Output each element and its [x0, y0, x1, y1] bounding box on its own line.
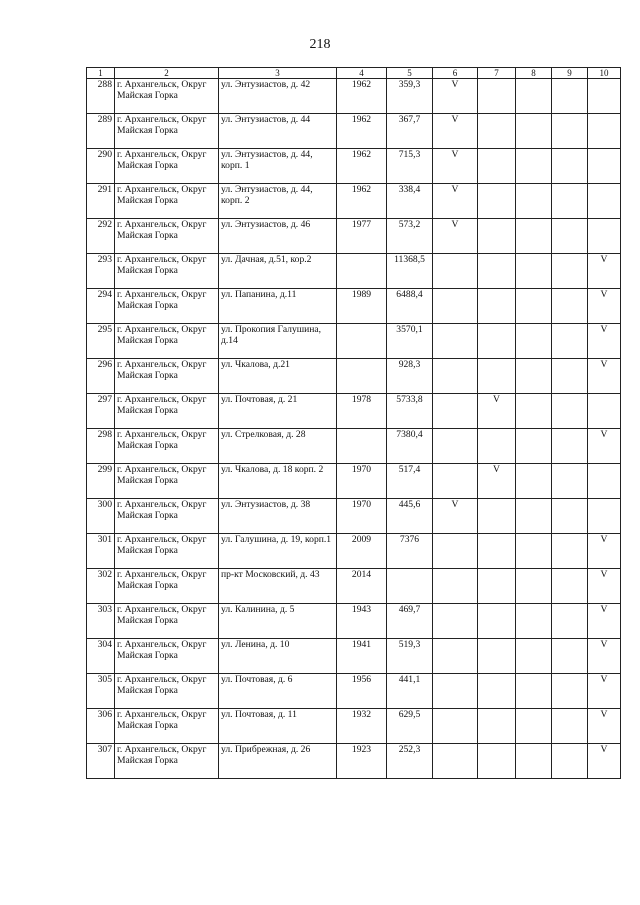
address-cell: ул. Энтузиастов, д. 38 — [219, 499, 337, 534]
area-cell: 11368,5 — [387, 254, 433, 289]
mark-cell-9 — [552, 639, 588, 674]
mark-cell-10: V — [588, 254, 621, 289]
table-row — [87, 639, 621, 674]
mark-cell-6 — [433, 709, 478, 744]
table-row — [87, 429, 621, 464]
row-number-cell: 292 — [87, 219, 115, 254]
address-cell: ул. Энтузиастов, д. 46 — [219, 219, 337, 254]
mark-cell-7 — [478, 184, 516, 219]
column-header: 6 — [433, 68, 478, 79]
mark-cell-9 — [552, 114, 588, 149]
housing-registry-table — [86, 67, 621, 779]
row-number-cell: 303 — [87, 604, 115, 639]
year-cell: 2014 — [337, 569, 387, 604]
year-cell: 1962 — [337, 79, 387, 114]
column-header: 1 — [87, 68, 115, 79]
table-row — [87, 674, 621, 709]
area-cell: 5733,8 — [387, 394, 433, 429]
year-cell — [337, 429, 387, 464]
mark-cell-9 — [552, 219, 588, 254]
mark-cell-10: V — [588, 639, 621, 674]
row-number-cell: 294 — [87, 289, 115, 324]
address-cell: ул. Почтовая, д. 6 — [219, 674, 337, 709]
mark-cell-9 — [552, 534, 588, 569]
mark-cell-10: V — [588, 429, 621, 464]
area-cell: 7376 — [387, 534, 433, 569]
mark-cell-6 — [433, 744, 478, 779]
city-cell: г. Архангельск, Округ Майская Горка — [115, 639, 219, 674]
year-cell — [337, 324, 387, 359]
table-row — [87, 324, 621, 359]
mark-cell-7 — [478, 114, 516, 149]
mark-cell-10: V — [588, 604, 621, 639]
mark-cell-9 — [552, 184, 588, 219]
mark-cell-9 — [552, 499, 588, 534]
mark-cell-10: V — [588, 744, 621, 779]
mark-cell-6 — [433, 359, 478, 394]
year-cell: 1977 — [337, 219, 387, 254]
column-header: 5 — [387, 68, 433, 79]
row-number-cell: 298 — [87, 429, 115, 464]
mark-cell-7 — [478, 254, 516, 289]
year-cell: 1956 — [337, 674, 387, 709]
mark-cell-6 — [433, 289, 478, 324]
mark-cell-7: V — [478, 464, 516, 499]
mark-cell-6: V — [433, 114, 478, 149]
address-cell: ул. Калинина, д. 5 — [219, 604, 337, 639]
city-cell: г. Архангельск, Округ Майская Горка — [115, 499, 219, 534]
mark-cell-7 — [478, 324, 516, 359]
city-cell: г. Архангельск, Округ Майская Горка — [115, 79, 219, 114]
row-number-cell: 291 — [87, 184, 115, 219]
city-cell: г. Архангельск, Округ Майская Горка — [115, 394, 219, 429]
area-cell: 715,3 — [387, 149, 433, 184]
address-cell: ул. Чкалова, д. 18 корп. 2 — [219, 464, 337, 499]
mark-cell-9 — [552, 604, 588, 639]
city-cell: г. Архангельск, Округ Майская Горка — [115, 604, 219, 639]
address-cell: ул. Почтовая, д. 21 — [219, 394, 337, 429]
row-number-cell: 296 — [87, 359, 115, 394]
city-cell: г. Архангельск, Округ Майская Горка — [115, 289, 219, 324]
mark-cell-7 — [478, 149, 516, 184]
address-cell: ул. Прибрежная, д. 26 — [219, 744, 337, 779]
mark-cell-10 — [588, 79, 621, 114]
year-cell: 1962 — [337, 184, 387, 219]
mark-cell-6 — [433, 569, 478, 604]
mark-cell-6 — [433, 534, 478, 569]
mark-cell-7 — [478, 79, 516, 114]
column-header: 9 — [552, 68, 588, 79]
table-row — [87, 604, 621, 639]
table-body — [87, 79, 621, 779]
city-cell: г. Архангельск, Округ Майская Горка — [115, 674, 219, 709]
mark-cell-7 — [478, 289, 516, 324]
row-number-cell: 299 — [87, 464, 115, 499]
mark-cell-8 — [516, 499, 552, 534]
mark-cell-8 — [516, 79, 552, 114]
mark-cell-8 — [516, 394, 552, 429]
year-cell: 1923 — [337, 744, 387, 779]
year-cell: 1970 — [337, 499, 387, 534]
city-cell: г. Архангельск, Округ Майская Горка — [115, 149, 219, 184]
mark-cell-10: V — [588, 569, 621, 604]
mark-cell-9 — [552, 744, 588, 779]
area-cell: 367,7 — [387, 114, 433, 149]
row-number-cell: 307 — [87, 744, 115, 779]
area-cell: 359,3 — [387, 79, 433, 114]
row-number-cell: 288 — [87, 79, 115, 114]
mark-cell-10 — [588, 219, 621, 254]
mark-cell-10: V — [588, 324, 621, 359]
city-cell: г. Архангельск, Округ Майская Горка — [115, 709, 219, 744]
column-header: 2 — [115, 68, 219, 79]
row-number-cell: 290 — [87, 149, 115, 184]
city-cell: г. Архангельск, Округ Майская Горка — [115, 254, 219, 289]
city-cell: г. Архангельск, Округ Майская Горка — [115, 569, 219, 604]
column-header: 7 — [478, 68, 516, 79]
table-row — [87, 534, 621, 569]
mark-cell-10 — [588, 114, 621, 149]
city-cell: г. Архангельск, Округ Майская Горка — [115, 429, 219, 464]
mark-cell-9 — [552, 254, 588, 289]
address-cell: ул. Чкалова, д.21 — [219, 359, 337, 394]
mark-cell-9 — [552, 429, 588, 464]
row-number-cell: 295 — [87, 324, 115, 359]
mark-cell-6: V — [433, 149, 478, 184]
mark-cell-7 — [478, 709, 516, 744]
mark-cell-7 — [478, 359, 516, 394]
year-cell: 1962 — [337, 114, 387, 149]
address-cell: ул. Энтузиастов, д. 42 — [219, 79, 337, 114]
area-cell: 573,2 — [387, 219, 433, 254]
table-row — [87, 254, 621, 289]
mark-cell-10 — [588, 499, 621, 534]
mark-cell-8 — [516, 219, 552, 254]
mark-cell-7 — [478, 499, 516, 534]
address-cell: ул. Папанина, д.11 — [219, 289, 337, 324]
mark-cell-10: V — [588, 709, 621, 744]
column-header: 8 — [516, 68, 552, 79]
year-cell: 1941 — [337, 639, 387, 674]
year-cell — [337, 254, 387, 289]
table-row — [87, 289, 621, 324]
area-cell: 928,3 — [387, 359, 433, 394]
mark-cell-6 — [433, 604, 478, 639]
mark-cell-6: V — [433, 184, 478, 219]
address-cell: пр-кт Московский, д. 43 — [219, 569, 337, 604]
city-cell: г. Архангельск, Округ Майская Горка — [115, 114, 219, 149]
table-row — [87, 569, 621, 604]
mark-cell-7 — [478, 744, 516, 779]
area-cell: 6488,4 — [387, 289, 433, 324]
mark-cell-8 — [516, 709, 552, 744]
table-row — [87, 709, 621, 744]
mark-cell-8 — [516, 289, 552, 324]
mark-cell-7 — [478, 534, 516, 569]
area-cell: 519,3 — [387, 639, 433, 674]
city-cell: г. Архангельск, Округ Майская Горка — [115, 219, 219, 254]
row-number-cell: 305 — [87, 674, 115, 709]
mark-cell-10 — [588, 149, 621, 184]
area-cell — [387, 569, 433, 604]
column-header: 10 — [588, 68, 621, 79]
mark-cell-8 — [516, 744, 552, 779]
column-header: 4 — [337, 68, 387, 79]
mark-cell-10 — [588, 394, 621, 429]
mark-cell-6: V — [433, 79, 478, 114]
mark-cell-7 — [478, 569, 516, 604]
mark-cell-8 — [516, 569, 552, 604]
page-number: 218 — [309, 37, 331, 52]
city-cell: г. Архангельск, Округ Майская Горка — [115, 744, 219, 779]
mark-cell-10 — [588, 184, 621, 219]
mark-cell-10 — [588, 464, 621, 499]
row-number-cell: 304 — [87, 639, 115, 674]
mark-cell-8 — [516, 429, 552, 464]
table-row — [87, 149, 621, 184]
area-cell: 517,4 — [387, 464, 433, 499]
mark-cell-8 — [516, 464, 552, 499]
mark-cell-6: V — [433, 219, 478, 254]
mark-cell-8 — [516, 254, 552, 289]
mark-cell-8 — [516, 604, 552, 639]
mark-cell-7 — [478, 674, 516, 709]
address-cell: ул. Энтузиастов, д. 44, корп. 2 — [219, 184, 337, 219]
row-number-cell: 306 — [87, 709, 115, 744]
city-cell: г. Архангельск, Округ Майская Горка — [115, 464, 219, 499]
table-row — [87, 359, 621, 394]
mark-cell-9 — [552, 149, 588, 184]
table-row — [87, 744, 621, 779]
mark-cell-8 — [516, 674, 552, 709]
mark-cell-6 — [433, 254, 478, 289]
row-number-cell: 300 — [87, 499, 115, 534]
address-cell: ул. Ленина, д. 10 — [219, 639, 337, 674]
column-number-row — [87, 68, 621, 79]
mark-cell-9 — [552, 289, 588, 324]
row-number-cell: 293 — [87, 254, 115, 289]
mark-cell-10: V — [588, 674, 621, 709]
table-row — [87, 464, 621, 499]
mark-cell-8 — [516, 639, 552, 674]
mark-cell-9 — [552, 464, 588, 499]
year-cell: 1970 — [337, 464, 387, 499]
year-cell: 1943 — [337, 604, 387, 639]
area-cell: 441,1 — [387, 674, 433, 709]
address-cell: ул. Почтовая, д. 11 — [219, 709, 337, 744]
table-row — [87, 394, 621, 429]
city-cell: г. Архангельск, Округ Майская Горка — [115, 534, 219, 569]
mark-cell-6 — [433, 429, 478, 464]
mark-cell-6 — [433, 324, 478, 359]
table-row — [87, 114, 621, 149]
area-cell: 338,4 — [387, 184, 433, 219]
address-cell: ул. Энтузиастов, д. 44, корп. 1 — [219, 149, 337, 184]
mark-cell-8 — [516, 324, 552, 359]
year-cell: 2009 — [337, 534, 387, 569]
area-cell: 7380,4 — [387, 429, 433, 464]
year-cell: 1978 — [337, 394, 387, 429]
mark-cell-6 — [433, 464, 478, 499]
mark-cell-6 — [433, 639, 478, 674]
mark-cell-7 — [478, 604, 516, 639]
year-cell: 1989 — [337, 289, 387, 324]
address-cell: ул. Стрелковая, д. 28 — [219, 429, 337, 464]
city-cell: г. Архангельск, Округ Майская Горка — [115, 359, 219, 394]
mark-cell-10: V — [588, 359, 621, 394]
area-cell: 445,6 — [387, 499, 433, 534]
address-cell: ул. Галушина, д. 19, корп.1 — [219, 534, 337, 569]
year-cell — [337, 359, 387, 394]
address-cell: ул. Дачная, д.51, кор.2 — [219, 254, 337, 289]
mark-cell-7 — [478, 639, 516, 674]
mark-cell-8 — [516, 359, 552, 394]
mark-cell-8 — [516, 534, 552, 569]
year-cell: 1962 — [337, 149, 387, 184]
table-row — [87, 79, 621, 114]
table-row — [87, 219, 621, 254]
mark-cell-10: V — [588, 534, 621, 569]
table-row — [87, 499, 621, 534]
row-number-cell: 297 — [87, 394, 115, 429]
address-cell: ул. Прокопия Галушина, д.14 — [219, 324, 337, 359]
mark-cell-8 — [516, 149, 552, 184]
area-cell: 629,5 — [387, 709, 433, 744]
mark-cell-6 — [433, 674, 478, 709]
row-number-cell: 302 — [87, 569, 115, 604]
mark-cell-8 — [516, 114, 552, 149]
mark-cell-7 — [478, 429, 516, 464]
row-number-cell: 301 — [87, 534, 115, 569]
year-cell: 1932 — [337, 709, 387, 744]
mark-cell-7: V — [478, 394, 516, 429]
mark-cell-9 — [552, 569, 588, 604]
column-header: 3 — [219, 68, 337, 79]
row-number-cell: 289 — [87, 114, 115, 149]
city-cell: г. Архангельск, Округ Майская Горка — [115, 324, 219, 359]
mark-cell-9 — [552, 359, 588, 394]
city-cell: г. Архангельск, Округ Майская Горка — [115, 184, 219, 219]
area-cell: 252,3 — [387, 744, 433, 779]
mark-cell-9 — [552, 79, 588, 114]
area-cell: 3570,1 — [387, 324, 433, 359]
mark-cell-6 — [433, 394, 478, 429]
mark-cell-6: V — [433, 499, 478, 534]
area-cell: 469,7 — [387, 604, 433, 639]
mark-cell-9 — [552, 674, 588, 709]
address-cell: ул. Энтузиастов, д. 44 — [219, 114, 337, 149]
mark-cell-9 — [552, 324, 588, 359]
mark-cell-9 — [552, 394, 588, 429]
mark-cell-10: V — [588, 289, 621, 324]
mark-cell-9 — [552, 709, 588, 744]
table-row — [87, 184, 621, 219]
mark-cell-8 — [516, 184, 552, 219]
mark-cell-7 — [478, 219, 516, 254]
